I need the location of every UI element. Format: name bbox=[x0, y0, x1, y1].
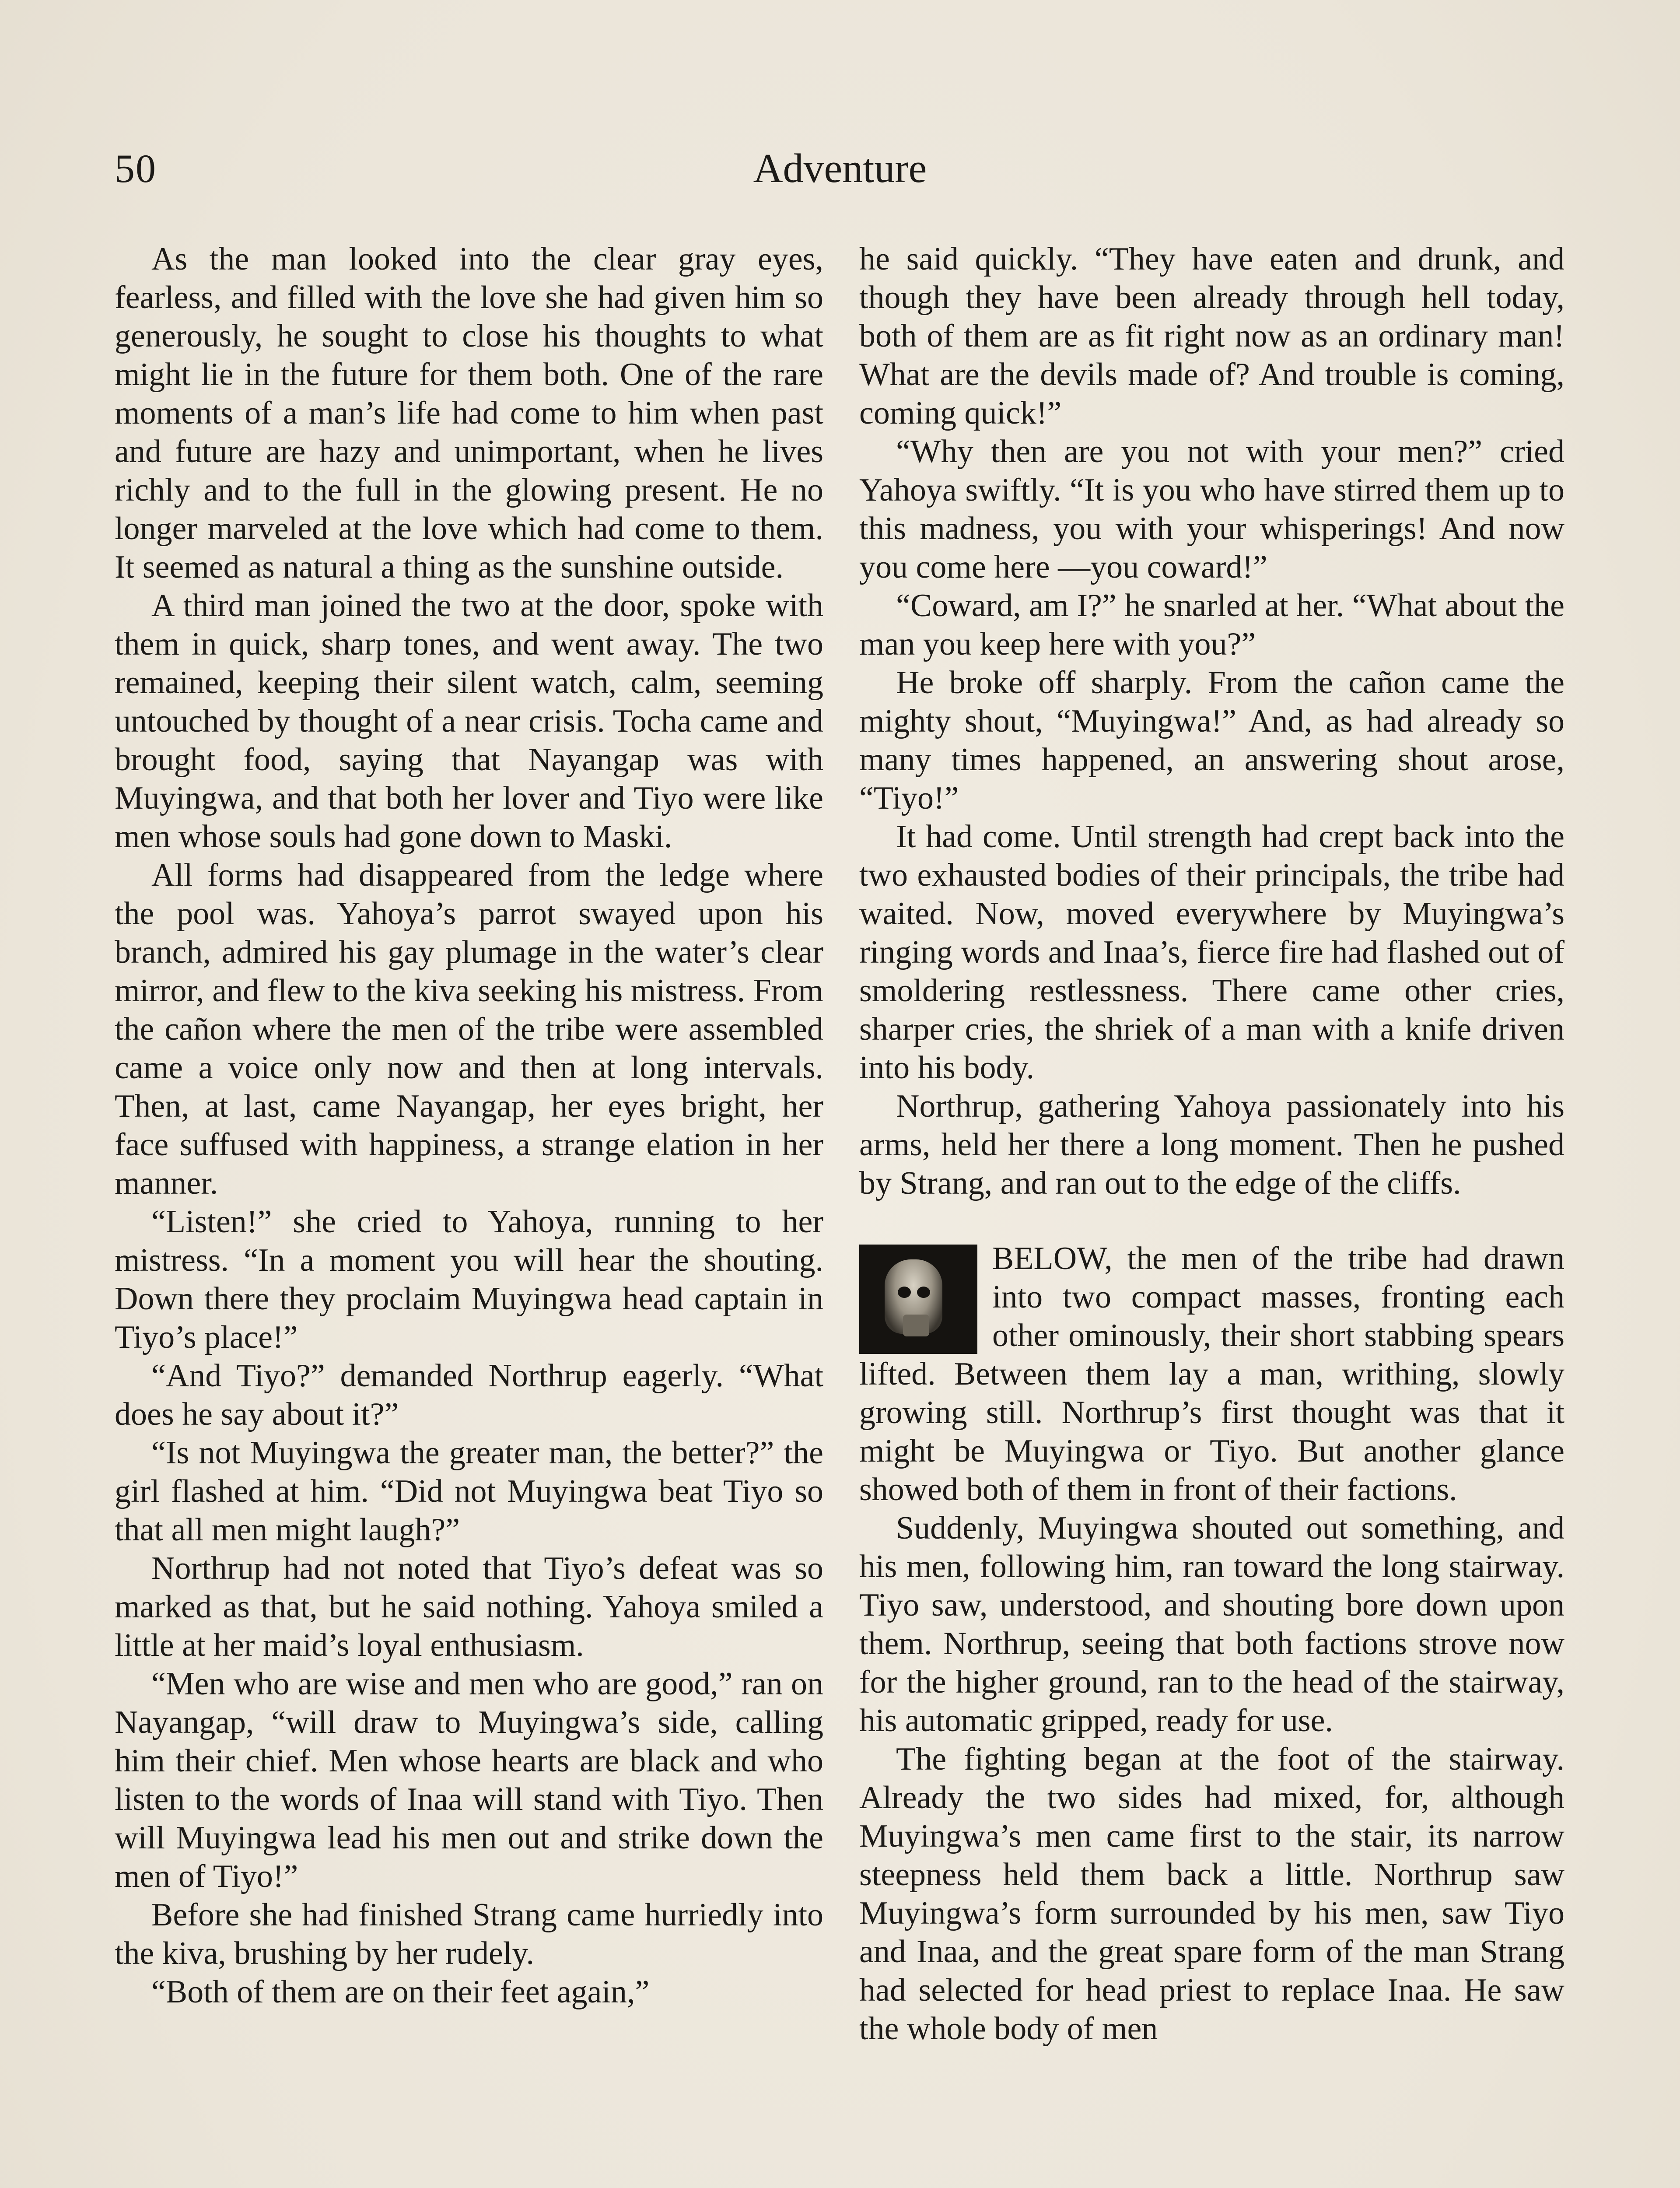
paragraph: “And Tiyo?” demanded Northrup eagerly. “What does he say about it?” bbox=[115, 1358, 823, 1432]
paragraph: “Men who are wise and men who are good,” ran on Nayangap, “will draw to Muyingwa’s side, calling him their chief. Men whose hearts are black and who listen to the words of Inaa will stand with Tiyo. Then will Muyingwa lead his men out and strike down the men of Tiyo!” bbox=[115, 1666, 823, 1894]
paragraph: “Listen!” she cried to Yahoya, running to her mistress. “In a moment you will hear the shouting. Down there they proclaim Muyingwa head captain in Tiyo’s place!” bbox=[115, 1204, 823, 1355]
paragraph-continued: he said quickly. “They have eaten and drunk, and though they have been already through hell today, both of them are as fit right now as an ordinary man! What are the devils made of? And trouble is coming, coming quick!” bbox=[859, 241, 1564, 431]
paragraph: A third man joined the two at the door, spoke with them in quick, sharp tones, and went away. The two remained, keeping their silent watch, calm, seeming untouched by thought of a near crisis. Tocha came and brought food, saying that Nayangap was with Muyingwa, and that both her lover and Tiyo were like men whose souls had gone down to Maski. bbox=[115, 588, 823, 855]
paragraph: Suddenly, Muyingwa shouted out something, and his men, following him, ran toward the long stairway. Tiyo saw, understood, and shouting bore down upon them. Northrup, seeing that both factions strove now for the higher ground, ran to the head of the stairway, his automatic gripped, ready for use. bbox=[859, 1510, 1564, 1739]
paragraph: “Coward, am I?” he snarled at her. “What about the man you keep here with you?” bbox=[859, 588, 1564, 662]
left-column bbox=[115, 240, 823, 2188]
paragraph: “Why then are you not with your men?” cried Yahoya swiftly. “It is you who have stirred them up to this madness, you with your whisperings! And now you come here —you coward!” bbox=[859, 434, 1564, 585]
section-break bbox=[859, 1203, 1564, 1239]
paragraph: Northrup had not noted that Tiyo’s defeat was so marked as that, but he said nothing. Yahoya smiled a little at her maid’s loyal enthusiasm. bbox=[115, 1550, 823, 1663]
running-title: Adventure bbox=[753, 146, 927, 191]
right-column bbox=[859, 240, 1564, 2188]
paragraph: All forms had disappeared from the ledge where the pool was. Yahoya’s parrot swayed upon his branch, admired his gay plumage in the water’s clear mirror, and flew to the kiva seeking his mistress. From the cañon where the men of the tribe were assembled came a voice only now and then at long intervals. Then, at last, came Nayangap, her eyes bright, her face suffused with happiness, a strange elation in her manner. bbox=[115, 857, 823, 1201]
paragraph: “Both of them are on their feet again,” bbox=[151, 1974, 650, 2010]
page-header bbox=[115, 140, 1565, 197]
paragraph: Before she had finished Strang came hurriedly into the kiva, brushing by her rudely. bbox=[115, 1897, 823, 1971]
skull-ornament-icon bbox=[859, 1245, 977, 1354]
section-opening-paragraph: BELOW, the men of the tribe had drawn into two compact masses, fronting each other ominously, their short stabbing spears lifted. Between them lay a man, writhing, slowly growing still. Northrup’s first thought was that it might be Muyingwa or Tiyo. But another glance showed both of them in front of their factions. bbox=[859, 1241, 1564, 1508]
paragraph: It had come. Until strength had crept back into the two exhausted bodies of their principals, the tribe had waited. Now, moved everywhere by Muyingwa’s ringing words and Inaa’s, fierce fire had flashed out of smoldering restlessness. There came other cries, sharper cries, the shriek of a man with a knife driven into his body. bbox=[859, 819, 1564, 1086]
paragraph: As the man looked into the clear gray eyes, fearless, and filled with the love she had given him so generously, he sought to close his thoughts to what might lie in the future for them both. One of the rare moments of a man’s life had come to him when past and future are hazy and unimportant, when he lives richly and to the full in the glowing present. He no longer marveled at the love which had come to them. It seemed as natural a thing as the sunshine outside. bbox=[115, 241, 823, 585]
paragraph: “Is not Muyingwa the greater man, the better?” the girl flashed at him. “Did not Muyingwa beat Tiyo so that all men might laugh?” bbox=[115, 1435, 823, 1548]
paragraph: The fighting began at the foot of the stairway. Already the two sides had mixed, for, although Muyingwa’s men came first to the stair, its narrow steepness held them back a little. Northrup saw Muyingwa’s form surrounded by his men, saw Tiyo and Inaa, and the great spare form of the man Strang had selected for head priest to replace Inaa. He saw the whole body of men bbox=[859, 1741, 1564, 2047]
page-number: 50 bbox=[115, 146, 157, 191]
paragraph: Northrup, gathering Yahoya passionately into his arms, held her there a long moment. Then he pushed by Strang, and ran out to the edge of the cliffs. bbox=[859, 1088, 1564, 1201]
paragraph: He broke off sharply. From the cañon came the mighty shout, “Muyingwa!” And, as had already so many times happened, an answering shout arose, “Tiyo!” bbox=[859, 665, 1564, 816]
